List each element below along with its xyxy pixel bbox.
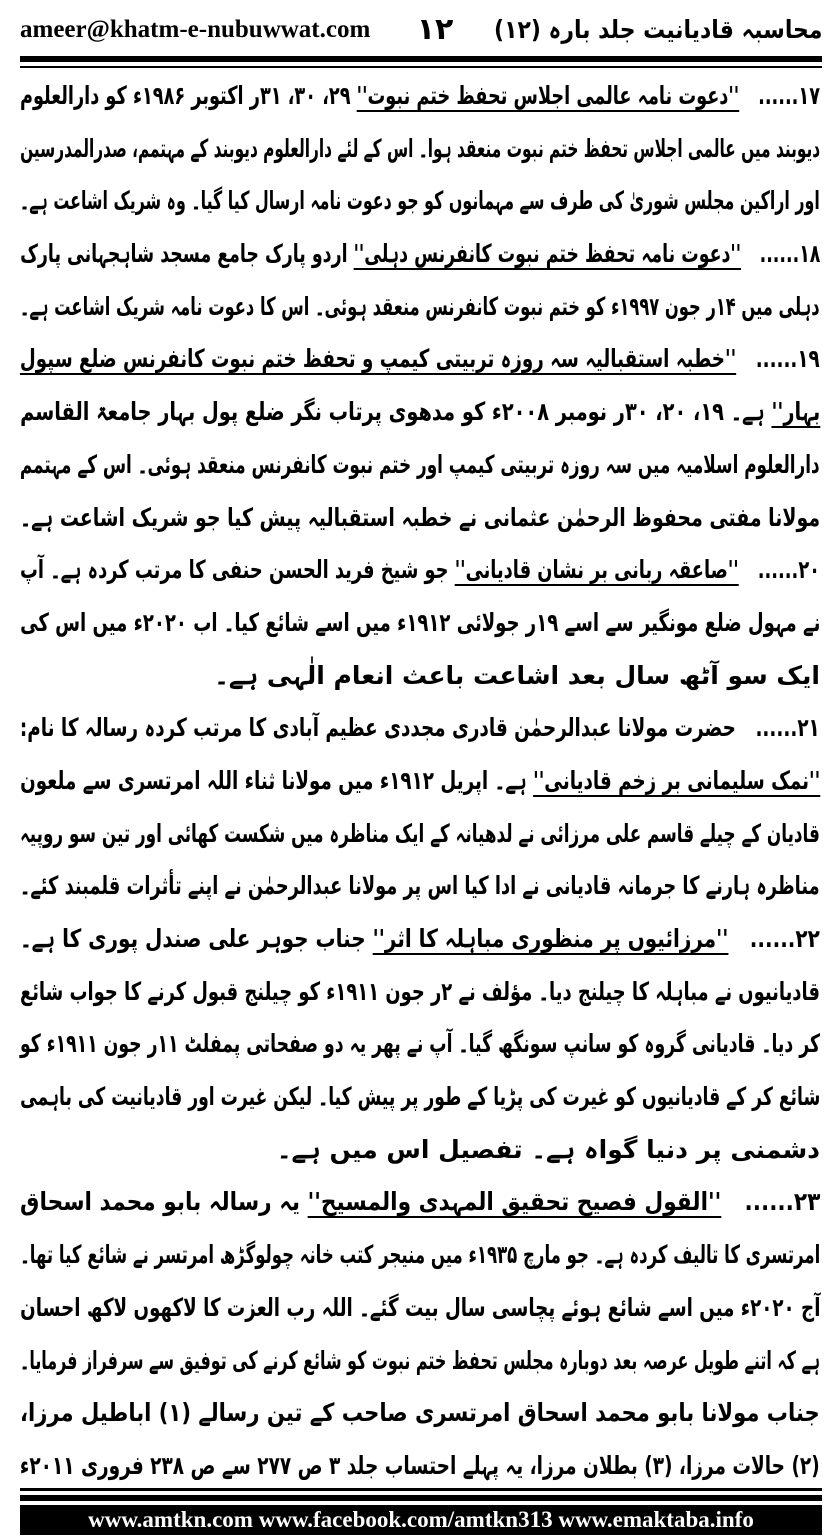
text-line-content <box>20 175 820 227</box>
text-line-content <box>20 281 820 333</box>
line-text: امرتسری کا تالیف کردہ ہے۔ جو مارچ ۱۹۳۵ء میں منیجر کتب خانہ چولوگڑھ امرتسر نے شائع کیا تھا۔ <box>19 1240 820 1270</box>
line-text: مناظرہ ہارنے کا جرمانہ قادیانی نے ادا کیا اس پر مولانا عبدالرحمٰن نے اپنے تأثرات قلمبند کئے۔ <box>20 871 820 901</box>
text-line <box>18 650 820 703</box>
line-text: اردو پارک جامع مسجد شاہجہانی پارک <box>19 239 348 269</box>
text-line-content <box>20 913 820 965</box>
text-line-content <box>20 333 820 385</box>
text-line-content <box>20 702 820 754</box>
line-text: دشمنی پر دنیا گواہ ہے۔ تفصیل اس میں ہے۔ <box>276 1134 820 1164</box>
line-text: اور اراکین مجلس شوریٰ کی طرف سے مہمانوں کو جو دعوت نامہ ارسال کیا گیا۔ وہ شریک اشاعت ہے۔ <box>20 186 820 216</box>
line-text: قادیان کے چیلے قاسم علی مرزائی نے لدھیانہ کے ایک مناظرہ میں شکست کھائی اور تین سو روپیہ <box>20 818 820 848</box>
text-line <box>18 597 820 650</box>
text-line <box>18 439 820 492</box>
item-number: ۲۲...... <box>749 924 820 953</box>
text-line <box>18 913 820 966</box>
line-text: دہلی میں ۱۴ر جون ۱۹۹۷ء کو ختم نبوت کانفرنس منعقد ہوئی۔ اس کا دعوت نامہ شریک اشاعت ہے۔ <box>20 291 820 321</box>
text-line <box>18 544 820 597</box>
text-line-content <box>20 1229 820 1281</box>
text-line-content <box>20 966 820 1018</box>
text-line-content <box>20 808 820 860</box>
text-line-content <box>20 123 820 175</box>
text-line <box>18 1440 820 1493</box>
item-title: ''خطبہ استقبالیہ سہ روزہ تربیتی کیمپ و تحفظ ختم نبوت کانفرنس ضلع سپول <box>20 344 737 374</box>
line-text: ہے۔ اپریل ۱۹۱۲ء میں مولانا ثناء اللہ امرتسری سے ملعون <box>19 765 527 795</box>
text-line-content <box>20 544 820 596</box>
text-line <box>18 333 820 386</box>
text-line <box>18 1282 820 1335</box>
text-line-content <box>20 386 820 438</box>
text-line <box>18 228 820 281</box>
line-text: جناب جوہر علی صندل پوری کا ہے۔ <box>20 924 366 953</box>
text-line <box>18 281 820 334</box>
text-line <box>18 808 820 861</box>
footer-rule-thick <box>20 1495 822 1501</box>
line-text: ہے۔ ۱۹، ۲۰، ۳۰ر نومبر ۲۰۰۸ء کو مدھوی پرتاب نگر ضلع پول بہار جامعۃ القاسم <box>19 397 765 427</box>
line-text: مولانا مفتی محفوظ الرحمٰن عثمانی نے خطبہ استقبالیہ پیش کیا جو شریک اشاعت ہے۔ <box>19 502 820 532</box>
footer-links: www.amtkn.com www.facebook.com/amtkn313 www.emaktaba.info <box>20 1505 822 1535</box>
text-line-content <box>277 1124 820 1176</box>
text-line-content <box>20 70 820 122</box>
header-email: ameer@khatm-e-nubuwwat.com <box>20 16 371 43</box>
text-line <box>18 860 820 913</box>
text-line <box>18 123 820 176</box>
text-line <box>18 755 820 808</box>
text-line <box>18 1071 820 1124</box>
line-text: دارالعلوم اسلامیہ میں سہ روزہ تربیتی کیمپ اور ختم نبوت کانفرنس منعقد ہوئی۔ اس کے مہتمم <box>20 449 820 479</box>
text-line-content <box>20 1176 820 1228</box>
text-line <box>18 1018 820 1071</box>
header-rule-thick <box>20 56 822 62</box>
line-text: ایک سو آٹھ سال بعد اشاعت باعث انعام الٰہی ہے۔ <box>214 660 820 690</box>
line-text: قادیانیوں نے مباہلہ کا چیلنج دیا۔ مؤلف نے ۲ر جون ۱۹۱۱ء کو چیلنج قبول کرنے کا جواب شائع <box>20 976 820 1006</box>
page-body <box>18 70 820 1493</box>
text-line-content <box>20 1282 820 1334</box>
book-title-box <box>492 8 822 52</box>
text-line <box>18 1387 820 1440</box>
line-text: شائع کر کے قادیانیوں کو غیرت کی پڑیا کے طور پر پیش کیا۔ لیکن غیرت اور قادیانیت کی باہمی <box>19 1082 820 1112</box>
item-number: ۱۷...... <box>758 81 820 110</box>
item-title: ''دعوت نامہ عالمی اجلاس تحفظ ختم نبوت'' <box>356 81 740 110</box>
text-line-content <box>20 860 820 912</box>
footer-rule-thin <box>20 1488 822 1491</box>
text-line-content <box>20 1071 820 1123</box>
text-line <box>18 1229 820 1282</box>
text-line-content <box>20 1018 820 1070</box>
text-line-content <box>20 597 820 649</box>
text-line-content <box>20 439 820 491</box>
item-title: ''القول فصیح تحقیق المہدی والمسیح'' <box>307 1187 721 1217</box>
text-line-content <box>20 1387 820 1439</box>
text-line-content <box>20 1335 820 1387</box>
text-line <box>18 1124 820 1177</box>
line-text: دیوبند میں عالمی اجلاس تحفظ ختم نبوت منعقد ہوا۔ اس کے لئے دارالعلوم دیوبند کے مہتمم، صدرالمدرسین <box>19 133 820 163</box>
item-number: ۲۰...... <box>757 555 820 585</box>
page-header <box>20 8 822 52</box>
text-line <box>18 175 820 228</box>
text-line-content <box>214 650 820 702</box>
line-text: کر دیا۔ قادیانی گروہ کو سانپ سونگھ گیا۔ آپ نے پھر یہ دو صفحاتی پمفلٹ ۱۱ر جون ۱۹۱۱ء کو <box>20 1029 821 1059</box>
item-number: ۱۹...... <box>756 344 820 374</box>
line-text: آج ۲۰۲۰ء میں اسے شائع ہوئے پچاسی سال بیت گئے۔ اللہ رب العزت کا لاکھوں لاکھ احسان <box>19 1292 820 1322</box>
text-line-content <box>20 755 820 807</box>
text-line-content <box>20 228 820 280</box>
text-line <box>18 1335 820 1388</box>
text-line <box>18 70 820 123</box>
text-line <box>18 1176 820 1229</box>
header-rule-thin <box>20 66 822 68</box>
line-text: جناب مولانا بابو محمد اسحاق امرتسری صاحب کے تین رسالے (۱) اباطیل مرزا، <box>20 1398 821 1428</box>
book-title: محاسبہ قادیانیت جلد بارہ (۱۲) <box>493 15 822 44</box>
text-line <box>18 492 820 545</box>
text-line <box>18 702 820 755</box>
item-number: ۲۳...... <box>744 1187 820 1217</box>
text-line <box>18 966 820 1019</box>
item-number: ۲۱...... <box>755 713 820 743</box>
item-title: بہار'' <box>771 397 820 427</box>
item-number: ۱۸...... <box>759 239 820 269</box>
line-text: نے مہول ضلع مونگیر سے اسے ۱۹ر جولائی ۱۹۱۲ء میں اسے شائع کیا۔ اب ۲۰۲۰ء میں اس کی <box>19 607 820 637</box>
item-title: ''نمک سلیمانی بر زخم قادیانی'' <box>532 765 820 795</box>
line-text: ہے کہ اتنے طویل عرصہ بعد دوبارہ مجلس تحفظ ختم نبوت کو شائع کرنے کی توفیق سے سرفراز فرمایا۔ <box>19 1345 820 1375</box>
line-text: حضرت مولانا عبدالرحمٰن قادری مجددی عظیم آبادی کا مرتب کردہ رسالہ کا نام: <box>20 713 737 743</box>
line-text: جو شیخ فرید الحسن حنفی کا مرتب کردہ ہے۔ آپ <box>19 555 449 585</box>
line-text: یہ رسالہ بابو محمد اسحاق <box>19 1187 300 1217</box>
line-text: (۲) حالات مرزا، (۳) بطلان مرزا، یہ پہلے احتساب جلد ۳ ص ۲۷۷ سے ص ۲۳۸ فروری ۲۰۱۱ء <box>20 1450 820 1480</box>
text-line-content <box>20 492 820 544</box>
text-line-content <box>20 1440 820 1492</box>
item-title: ''صاعقہ ربانی بر نشان قادیانی'' <box>454 555 739 585</box>
line-text: ۲۹، ۳۰، ۳۱ر اکتوبر ۱۹۸۶ء کو دارالعلوم <box>20 81 351 110</box>
text-line <box>18 386 820 439</box>
item-title: ''دعوت نامہ تحفظ ختم نبوت کانفرنس دہلی'' <box>353 239 741 269</box>
item-title: ''مرزائیوں پر منظوری مباہلہ کا اثر'' <box>372 924 729 953</box>
header-email-box <box>20 8 370 52</box>
page-number: ۱۲ <box>416 12 454 47</box>
